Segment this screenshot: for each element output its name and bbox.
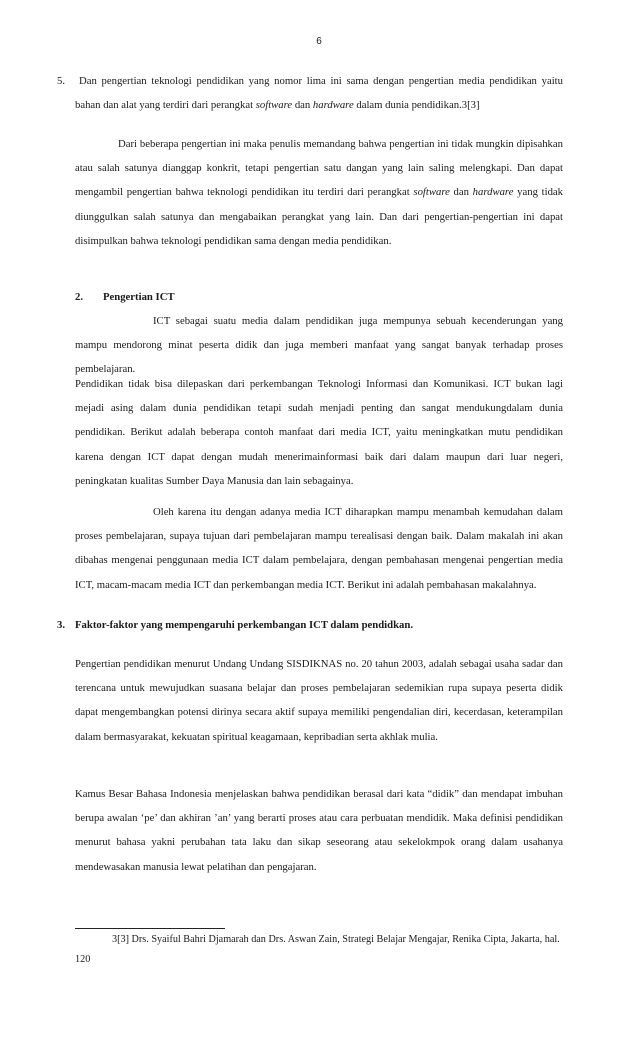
section-3-heading <box>57 613 413 637</box>
item5-p2-software: software <box>413 186 450 199</box>
section-2-paragraph-2: Pendidikan tidak bisa dilepaskan dari perkembangan Teknologi Informasi dan Komunikasi. ICT bukan lagi mejadi asing dalam dunia pendidikan tetapi sudah menjadi penting dan sangat mendukungdalam dunia pendidikan. Berikut adalah beberapa contoh manfaat dari media ICT, yaitu meningkatkan mutu pendidikan karena dengan ICT dapat dengan mudah menerimainformasi baik dari dalam maupun dari luar negeri, peningkatan kualitas Sumber Daya Manusia dan lain sebagainya. <box>75 378 563 487</box>
item5-paragraph-2 <box>75 132 563 253</box>
item5-p2-text-a: Dari beberapa pengertian ini maka penulis memandang bahwa pengertian ini tidak mungkin dipisahkan atau salah satunya dianggap konkrit, tetapi pengertian satu dangan yang lain saling melengkapi. Dan dapat mengambil pengertian bahwa teknologi pendidikan itu terdiri dari perangkat <box>75 138 563 199</box>
section-2-heading <box>75 285 175 309</box>
item5-p1-text-a: Dan pengertian teknologi pendidikan yang nomor lima ini sama dengan pengertian media pendidikan yaitu bahan dan alat yang terdiri dari perangkat <box>75 75 563 112</box>
item5-p1-hardware: hardware <box>312 99 354 112</box>
item5-p2-text-b: yang tidak diunggulkan salah satunya dan mengabaikan perangkat yang lain. Dan dari pengertian-pengertian ini dapat disimpulkan bahwa teknologi pendidikan sama dengan media pendidikan. <box>75 186 563 247</box>
item5-paragraph-1 <box>75 69 563 117</box>
item5-p1-text-b: dalam dunia pendidikan.3[3] <box>353 99 480 112</box>
item5-p2-hardware: hardware <box>472 186 514 199</box>
footnote-separator <box>75 928 225 929</box>
section-2-title: Pengertian ICT <box>103 291 175 303</box>
section-2-paragraph-3: Oleh karena itu dengan adanya media ICT diharapkan mampu menambah kemudahan dalam proses pembelajaran, supaya tujuan dari pembelajaran mampu terealisasi dengan baik. Dalam makalah ini akan dibahas mengenai penggunaan media ICT dalam pembelajara, dengan pembahasan mengenai pengertian media ICT, macam-macam media ICT dan perkembangan media ICT. Berikut ini adalah pembahasan makalahnya. <box>75 506 563 591</box>
item5-p2-dan: dan <box>449 186 473 199</box>
page-number: 6 <box>316 36 322 47</box>
section-2-paragraph-1: ICT sebagai suatu media dalam pendidikan juga mempunya sebuah kecenderungan yang mampu mendorong minat peserta didik dan juga memberi manfaat yang sangat banyak terhadap proses pembelajaran. <box>75 315 563 376</box>
section-2-number: 2. <box>75 291 84 303</box>
item5-p1-dan: dan <box>292 99 313 112</box>
section-3-title: Faktor-faktor yang mempengaruhi perkembangan ICT dalam pendidkan. <box>75 619 413 631</box>
section-3-number: 3. <box>57 619 66 631</box>
list-marker-5: 5. <box>57 75 66 87</box>
section-3-paragraph-2: Kamus Besar Bahasa Indonesia menjelaskan bahwa pendidikan berasal dari kata “didik” dan mendapat imbuhan berupa awalan ‘pe’ dan akhiran ’an’ yang berarti proses atau cara perbuatan mendidik. Maka definisi pendidikan menurut bahasa yakni perubahan tata laku dan sikap seseorang atau sekelokmpok orang dalam usahanya mendewasakan manusia lewat pelatihan dan pengajaran. <box>75 788 563 873</box>
item5-p1-software: software <box>255 99 293 112</box>
section-3-paragraph-1: Pengertian pendidikan menurut Undang Undang SISDIKNAS no. 20 tahun 2003, adalah sebagai usaha sadar dan terencana untuk mewujudkan suasana belajar dan proses pembelajaran sedemikian rupa supaya peserta didik dapat mengembangkan potensi dirinya secara aktif supaya memiliki pengendalian diri, kecerdasan, keterampilan dalam bermasyarakat, kekuatan spiritual keagamaan, kepribadian serta akhlak mulia. <box>75 658 563 743</box>
footnote: 3[3] Drs. Syaiful Bahri Djamarah dan Drs. Aswan Zain, Strategi Belajar Mengajar, Renika Cipta, Jakarta, hal. 120 <box>75 934 560 965</box>
